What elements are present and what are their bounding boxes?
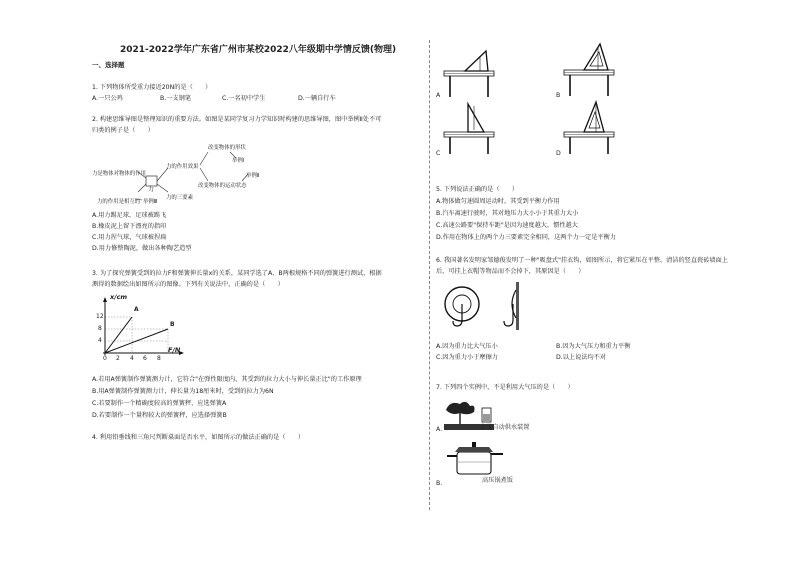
graph-y-tick: 12: [96, 313, 104, 320]
mind-map-node: 力的三要素: [166, 195, 193, 201]
level-figure-b: [560, 40, 620, 102]
q6-option-d: D.以上说法均不对: [556, 354, 607, 361]
q2-stem-line1: 2. 构建思维导图是整理知识的重要方法。如图是某同学复习力学知识时构建的思维导图，图中举例Ⅱ处不可: [92, 116, 382, 123]
q6-stem-line2: 后，可挂上衣帽等物品而不会掉下，其原因是（ ）: [436, 268, 585, 275]
mind-map-node: 力是物体对物体的作用: [92, 171, 146, 177]
mind-map-node: 力的作用效果: [166, 164, 199, 170]
mind-map-node: 举例Ⅲ: [143, 199, 158, 205]
graph-grid: [105, 317, 168, 353]
q4-figure-label-a: A: [436, 92, 441, 99]
section-heading: 一、选择题: [92, 61, 125, 69]
q4-stem: 4. 利用铅垂线和三角尺判断桌面是否水平，如图所示的做法正确的是（ ）: [92, 434, 305, 441]
q5-stem: 5. 下列说法正确的是（ ）: [436, 186, 519, 193]
q6-option-b: B.因为大气压力和重力平衡: [556, 343, 631, 350]
q4-figure-label-d: D: [556, 150, 561, 157]
q1-option-b: B.一支钢笔: [160, 95, 191, 102]
q1-option-c: C.一名初中学生: [222, 95, 266, 102]
q7-caption-b: 高压锅煮饭: [482, 477, 513, 484]
q1-option-d: D.一辆自行车: [298, 95, 336, 102]
graph-x-tick: 8: [157, 355, 161, 362]
level-figure-a: [440, 45, 500, 103]
q2-option-c: C.用力捏气球，气球被捏扁: [92, 234, 167, 241]
graph-x-axis-label: F/N: [168, 346, 181, 354]
q1-option-a: A.一只公鸡: [92, 95, 123, 102]
suction-hook-figure: [440, 280, 540, 335]
q4-figure-label-c: C: [436, 150, 441, 157]
q3-stem-line2: 测得的数据绘出如图所示的图像。下列有关说法中，正确的是（ ）: [92, 281, 284, 288]
graph-x-tick: 2: [116, 355, 120, 362]
graph-x-tick: 4: [130, 355, 134, 362]
mind-map-node: 举例Ⅰ: [232, 158, 245, 164]
q2-option-b: B.橡皮泥上留下漂亮的指印: [92, 223, 167, 230]
q7-stem: 7. 下列四个实例中，不是利用大气压的是（ ）: [436, 384, 574, 391]
q1-stem: 1. 下列物体所受重力接近20N的是（ ）: [92, 84, 212, 91]
q2-option-a: A.用力踢足球，足球被踢飞: [92, 212, 167, 219]
mind-map-node: 改变物体的运动状态: [198, 183, 247, 189]
q3-option-d: D.若要制作一个量程较大的弹簧秤，应选择弹簧B: [92, 412, 227, 419]
q6-option-c: C.因为重力小于摩擦力: [436, 354, 498, 361]
graph-x-tick: 6: [143, 355, 147, 362]
graph-line-b-label: B: [170, 321, 175, 328]
q3-option-b: B.用A弹簧制作弹簧测力计，伸长量为18厘米时，受到的拉力为6N: [92, 388, 274, 395]
level-figure-c: [440, 100, 500, 158]
q7-caption-a: 盆景自动供水装置: [480, 424, 530, 431]
q7-option-b: B.: [436, 480, 443, 487]
mind-map-node: 举例Ⅱ: [246, 173, 260, 179]
q7-option-a: A.: [436, 426, 443, 433]
q2-stem-line2: 归类的例子是（ ）: [92, 127, 154, 134]
q3-stem-line1: 3. 为了探究弹簧受到的拉力F和弹簧伸长量x的关系，某同学选了A、B两根规格不同的弹簧进行测试，根据: [92, 270, 382, 277]
graph-y-tick: 8: [98, 325, 102, 332]
q2-option-d: D.用力修整陶泥，做出各种陶艺造型: [92, 245, 192, 252]
level-figure-d: [560, 98, 620, 158]
q5-option-d: D.作用在物体上的两个力三要素完全相同，这两个力一定是平衡力: [436, 234, 616, 241]
mind-map-center: 力: [148, 186, 155, 193]
q6-option-a: A.因为重力比大气压小: [436, 343, 498, 350]
q5-option-a: A.物体做匀速圆周运动时，其受到平衡力作用: [436, 198, 560, 205]
q3-option-a: A.若用A弹簧制作弹簧测力计，它符合"在弹性限度内，其受到的拉力大小与伸长量正比"的工作原理: [92, 376, 362, 383]
column-divider: [429, 40, 430, 510]
q5-option-c: C.高速公路要"保持车距"是因为速度越大，惯性越大: [436, 222, 578, 229]
q5-option-b: B.汽车离速行驶时，其对地压力大小小于其重力大小: [436, 210, 579, 217]
mind-map-node: 力的作用是相互的: [97, 199, 141, 205]
pressure-cooker-figure: [445, 440, 505, 478]
graph-y-tick: 4: [98, 337, 102, 344]
mind-map-node: 改变物体的形状: [208, 145, 246, 151]
graph-line-a-label: A: [134, 306, 139, 313]
q4-figure-label-b: B: [556, 92, 561, 99]
q3-option-c: C.若要制作一个精确度较高的弹簧秤，应选弹簧A: [92, 400, 227, 407]
q6-stem-line1: 6. 我国著名发明家邹德俊发明了一种"吸盘式"挂衣钩，如图所示，将它紧压在平整、清洁的竖直瓷砖墙面上: [436, 257, 728, 264]
page-title: 2021-2022学年广东省广州市某校2022八年级期中学情反馈(物理): [120, 45, 397, 55]
graph-x-tick: 0: [103, 355, 107, 362]
graph-y-axis-label: x/cm: [110, 293, 128, 301]
